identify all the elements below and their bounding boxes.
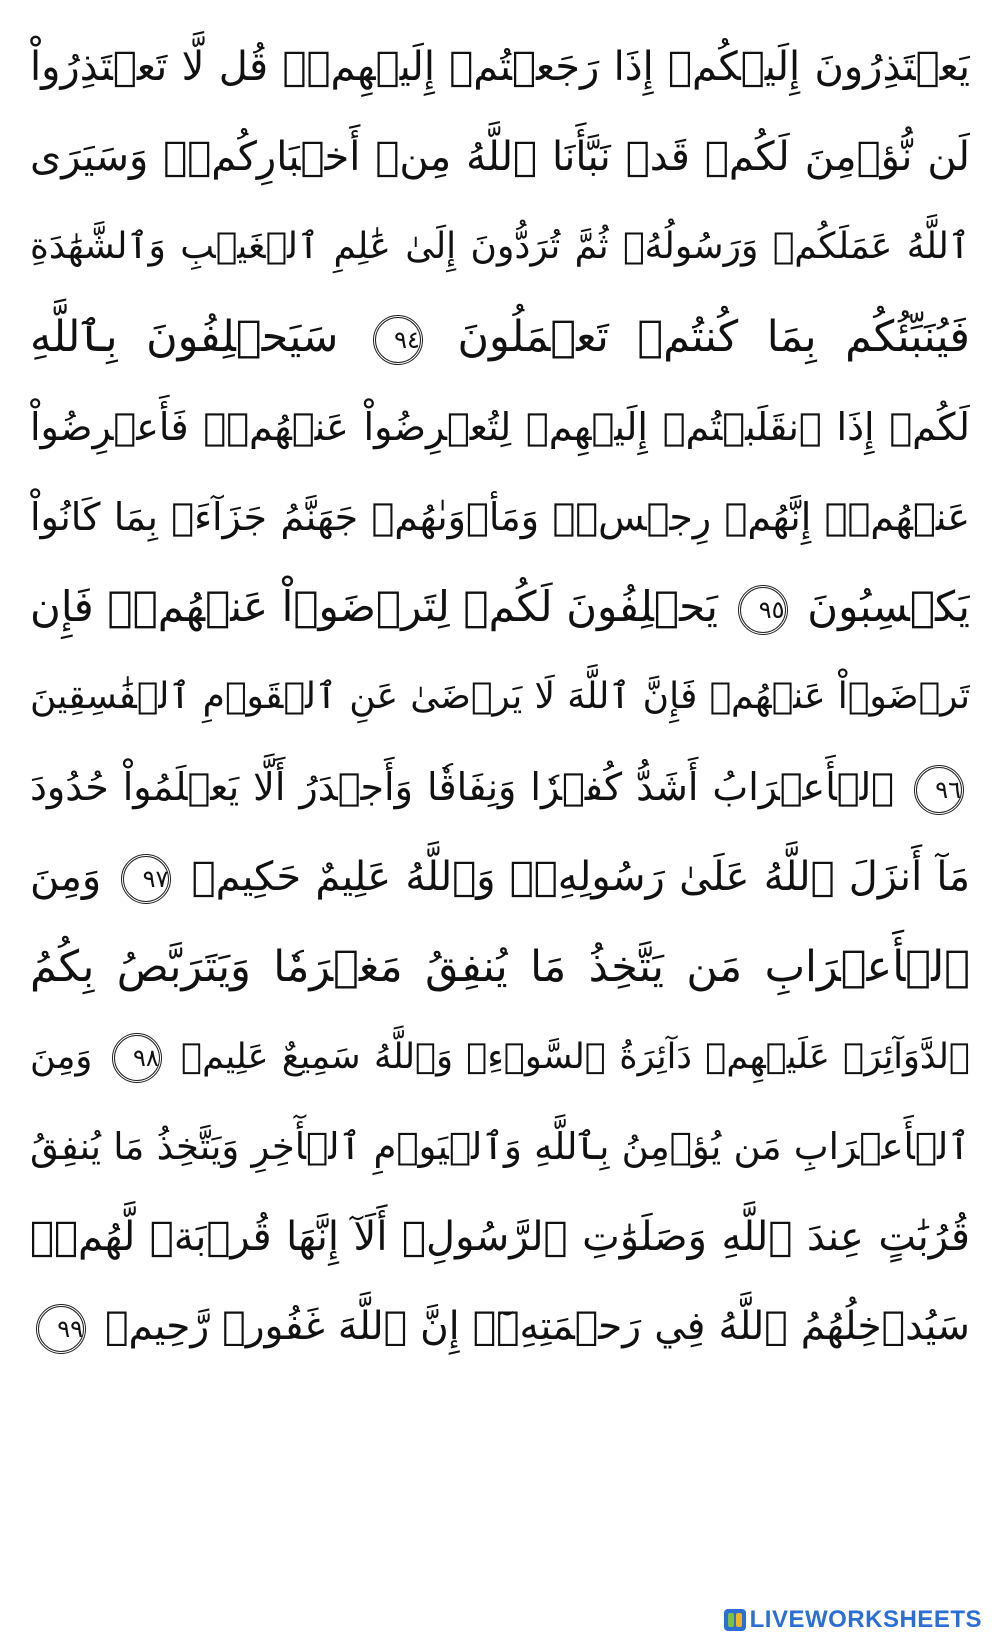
- verse-line: [30, 1012, 970, 1102]
- ayah-number-marker: ٩٨: [112, 1033, 162, 1083]
- verse-text: ٱلۡأَعۡرَابِ مَن يُؤۡمِنُ بِٱللَّهِ وَٱلۡيَوۡمِ ٱلۡأٓخِرِ وَيَتَّخِذُ مَا يُنفِقُ: [30, 1125, 970, 1168]
- verse-text: ٱلۡأَعۡرَابِ مَن يَتَّخِذُ مَا يُنفِقُ مَغۡرَمٗا وَيَتَرَبَّصُ بِكُمُ: [30, 942, 970, 992]
- verse-line: [30, 562, 970, 652]
- verse-text: عَنۡهُمۡۖ إِنَّهُمۡ رِجۡسٞۖ وَمَأۡوَىٰهُمۡ جَهَنَّمُ جَزَآءَۢ بِمَا كَانُواْ: [30, 495, 970, 539]
- verse-text: تَرۡضَوۡاْ عَنۡهُمۡ فَإِنَّ ٱللَّهَ لَا يَرۡضَىٰ عَنِ ٱلۡقَوۡمِ ٱلۡفَٰسِقِينَ: [30, 676, 970, 717]
- ayah-number-marker: ٩٧: [121, 854, 171, 904]
- verse-line: [30, 202, 970, 292]
- verse-line: [30, 832, 970, 922]
- verse-line: [30, 742, 970, 832]
- verse-line: [30, 472, 970, 562]
- ayah-number-marker: ٩٤: [373, 315, 423, 365]
- verse-line: [30, 112, 970, 202]
- verse-text: سَيَحۡلِفُونَ بِٱللَّهِ: [30, 312, 339, 362]
- verse-line: [30, 1282, 970, 1372]
- ayah-number-marker: ٩٥: [738, 585, 788, 635]
- verse-text: فَيُنَبِّئُكُم بِمَا كُنتُمۡ تَعۡمَلُونَ: [457, 312, 970, 362]
- liveworksheets-logo-icon: [724, 1609, 746, 1631]
- verse-line: [30, 292, 970, 382]
- liveworksheets-footer[interactable]: [724, 1606, 982, 1634]
- verse-text: لَن نُّؤۡمِنَ لَكُمۡ قَدۡ نَبَّأَنَا ٱللَّهُ مِنۡ أَخۡبَارِكُمۡۚ وَسَيَرَى: [30, 134, 970, 180]
- verse-line: [30, 652, 970, 742]
- verse-text: يَعۡتَذِرُونَ إِلَيۡكُمۡ إِذَا رَجَعۡتُمۡ إِلَيۡهِمۡۚ قُل لَّا تَعۡتَذِرُواْ: [30, 44, 970, 90]
- verse-line: [30, 1192, 970, 1282]
- ayah-number-marker: ٩٩: [36, 1304, 86, 1354]
- verse-line: [30, 22, 970, 112]
- verse-text: ٱلۡأَعۡرَابُ أَشَدُّ كُفۡرٗا وَنِفَاقٗا وَأَجۡدَرُ أَلَّا يَعۡلَمُواْ حُدُودَ: [30, 765, 894, 809]
- verse-text: مَآ أَنزَلَ ٱللَّهُ عَلَىٰ رَسُولِهِۦۗ وَٱللَّهُ عَلِيمٌ حَكِيمٞ: [191, 854, 970, 900]
- verse-text: وَمِنَ: [30, 854, 102, 900]
- verse-text: لَكُمۡ إِذَا ٱنقَلَبۡتُمۡ إِلَيۡهِمۡ لِتُعۡرِضُواْ عَنۡهُمۡۖ فَأَعۡرِضُواْ: [30, 405, 970, 449]
- verse-text: سَيُدۡخِلُهُمُ ٱللَّهُ فِي رَحۡمَتِهِۦٓۚ إِنَّ ٱللَّهَ غَفُورٞ رَّحِيمٞ: [105, 1304, 970, 1349]
- verse-line: [30, 382, 970, 472]
- verse-line: [30, 1102, 970, 1192]
- verse-text: ٱللَّهُ عَمَلَكُمۡ وَرَسُولُهُۥ ثُمَّ تُرَدُّونَ إِلَىٰ عَٰلِمِ ٱلۡغَيۡبِ وَٱلشَّهَٰدَةِ: [30, 226, 970, 267]
- verse-text: يَكۡسِبُونَ: [807, 582, 970, 631]
- ayah-number-marker: ٩٦: [914, 765, 964, 815]
- brand-name: LIVEWORKSHEETS: [749, 1606, 982, 1633]
- verse-line: [30, 922, 970, 1012]
- verse-text: يَحۡلِفُونَ لَكُمۡ لِتَرۡضَوۡاْ عَنۡهُمۡۖ فَإِن: [30, 582, 718, 631]
- verse-text: قُرُبَٰتٍ عِندَ ٱللَّهِ وَصَلَوَٰتِ ٱلرَّسُولِۚ أَلَآ إِنَّهَا قُرۡبَةٞ لَّهُمۡۚ: [30, 1214, 970, 1260]
- verse-text: ٱلدَّوَآئِرَۚ عَلَيۡهِمۡ دَآئِرَةُ ٱلسَّوۡءِۗ وَٱللَّهُ سَمِيعٌ عَلِيمٞ: [181, 1037, 970, 1077]
- verse-text-block: [30, 22, 970, 1372]
- verse-text: وَمِنَ: [30, 1037, 93, 1077]
